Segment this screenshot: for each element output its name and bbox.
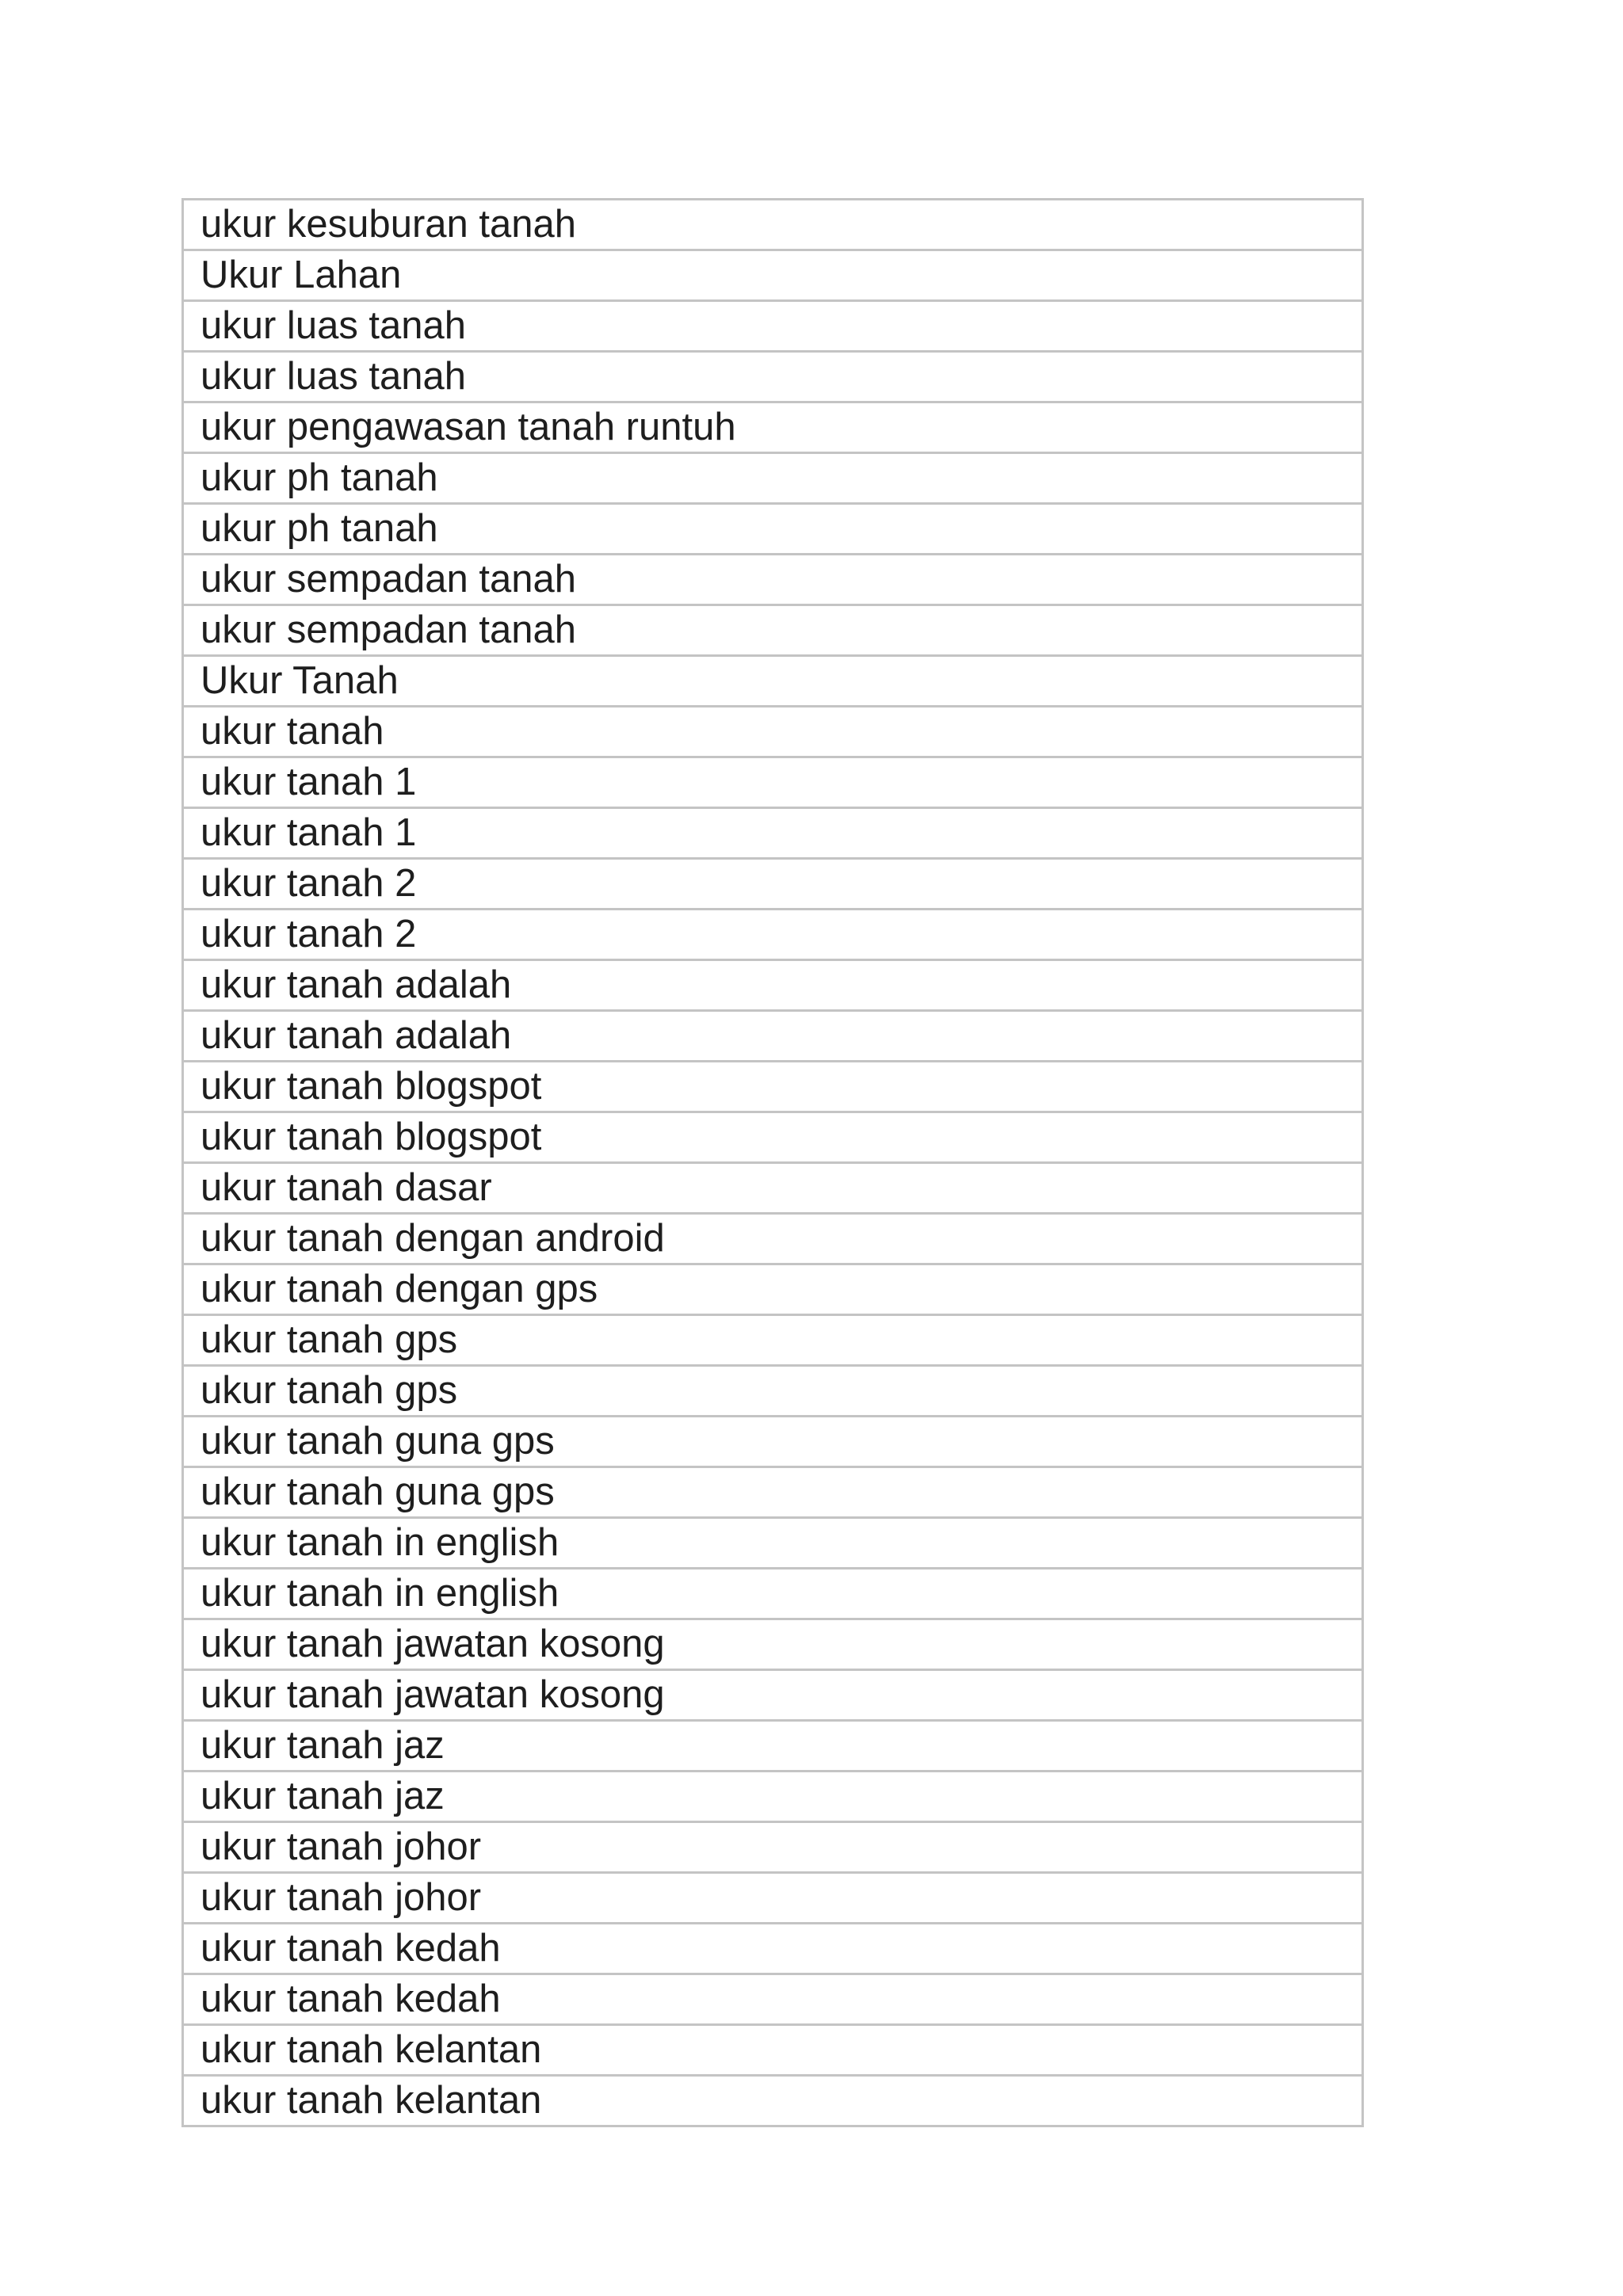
table-cell: ukur tanah in english xyxy=(183,1518,1363,1569)
table-cell: ukur tanah jaz xyxy=(183,1721,1363,1772)
table-row xyxy=(183,555,1363,605)
table-row xyxy=(183,1366,1363,1417)
table-cell: ukur tanah kelantan xyxy=(183,2025,1363,2076)
table-cell: ukur sempadan tanah xyxy=(183,605,1363,656)
table-cell: ukur tanah jaz xyxy=(183,1772,1363,1822)
table-row xyxy=(183,1467,1363,1518)
table-row xyxy=(183,808,1363,859)
table-cell: ukur tanah dengan gps xyxy=(183,1264,1363,1315)
table-row xyxy=(183,859,1363,910)
table-cell: Ukur Tanah xyxy=(183,656,1363,707)
table-cell: ukur tanah blogspot xyxy=(183,1112,1363,1163)
table-row xyxy=(183,707,1363,757)
table-cell: ukur ph tanah xyxy=(183,453,1363,504)
table-cell: ukur tanah kelantan xyxy=(183,2076,1363,2126)
table-row xyxy=(183,200,1363,250)
table-row xyxy=(183,1569,1363,1619)
table-cell: ukur tanah jawatan kosong xyxy=(183,1670,1363,1721)
table-cell: ukur tanah jawatan kosong xyxy=(183,1619,1363,1670)
table-cell: ukur tanah kedah xyxy=(183,1974,1363,2025)
table-row xyxy=(183,1924,1363,1974)
table-cell: ukur sempadan tanah xyxy=(183,555,1363,605)
table-row xyxy=(183,757,1363,808)
table-row xyxy=(183,504,1363,555)
table-row xyxy=(183,960,1363,1011)
keyword-table xyxy=(181,198,1364,2127)
table-row xyxy=(183,1062,1363,1112)
table-cell: ukur tanah johor xyxy=(183,1822,1363,1873)
table-row xyxy=(183,301,1363,352)
table-row xyxy=(183,1721,1363,1772)
table-row xyxy=(183,1772,1363,1822)
table-row xyxy=(183,1315,1363,1366)
table-cell: ukur pengawasan tanah runtuh xyxy=(183,402,1363,453)
table-cell: ukur tanah 2 xyxy=(183,910,1363,960)
table-cell: ukur tanah 1 xyxy=(183,808,1363,859)
table-cell: ukur tanah xyxy=(183,707,1363,757)
table-row xyxy=(183,1619,1363,1670)
table-cell: ukur tanah dengan android xyxy=(183,1214,1363,1264)
table-row xyxy=(183,1214,1363,1264)
table-row xyxy=(183,2076,1363,2126)
table-cell: ukur tanah in english xyxy=(183,1569,1363,1619)
table-cell: ukur tanah dasar xyxy=(183,1163,1363,1214)
table-row xyxy=(183,1974,1363,2025)
table-row xyxy=(183,1264,1363,1315)
table-cell: ukur tanah gps xyxy=(183,1366,1363,1417)
table-cell: ukur ph tanah xyxy=(183,504,1363,555)
table-row xyxy=(183,1873,1363,1924)
table-cell: ukur tanah blogspot xyxy=(183,1062,1363,1112)
table-row xyxy=(183,250,1363,301)
table-row xyxy=(183,1822,1363,1873)
table-cell: ukur tanah johor xyxy=(183,1873,1363,1924)
table-row xyxy=(183,656,1363,707)
table-cell: Ukur Lahan xyxy=(183,250,1363,301)
table-cell: ukur tanah gps xyxy=(183,1315,1363,1366)
table-cell: ukur tanah adalah xyxy=(183,960,1363,1011)
table-cell: ukur tanah guna gps xyxy=(183,1467,1363,1518)
table-row xyxy=(183,402,1363,453)
table-cell: ukur kesuburan tanah xyxy=(183,200,1363,250)
table-row xyxy=(183,2025,1363,2076)
table-row xyxy=(183,910,1363,960)
table-row xyxy=(183,605,1363,656)
table-cell: ukur luas tanah xyxy=(183,352,1363,402)
table-row xyxy=(183,1417,1363,1467)
table-row xyxy=(183,1011,1363,1062)
table-row xyxy=(183,352,1363,402)
table-row xyxy=(183,453,1363,504)
table-cell: ukur tanah adalah xyxy=(183,1011,1363,1062)
table-cell: ukur tanah guna gps xyxy=(183,1417,1363,1467)
table-cell: ukur tanah 2 xyxy=(183,859,1363,910)
table-row xyxy=(183,1112,1363,1163)
table-cell: ukur tanah kedah xyxy=(183,1924,1363,1974)
table-row xyxy=(183,1163,1363,1214)
keyword-table-body xyxy=(183,200,1363,2126)
table-cell: ukur luas tanah xyxy=(183,301,1363,352)
table-row xyxy=(183,1518,1363,1569)
table-cell: ukur tanah 1 xyxy=(183,757,1363,808)
table-row xyxy=(183,1670,1363,1721)
